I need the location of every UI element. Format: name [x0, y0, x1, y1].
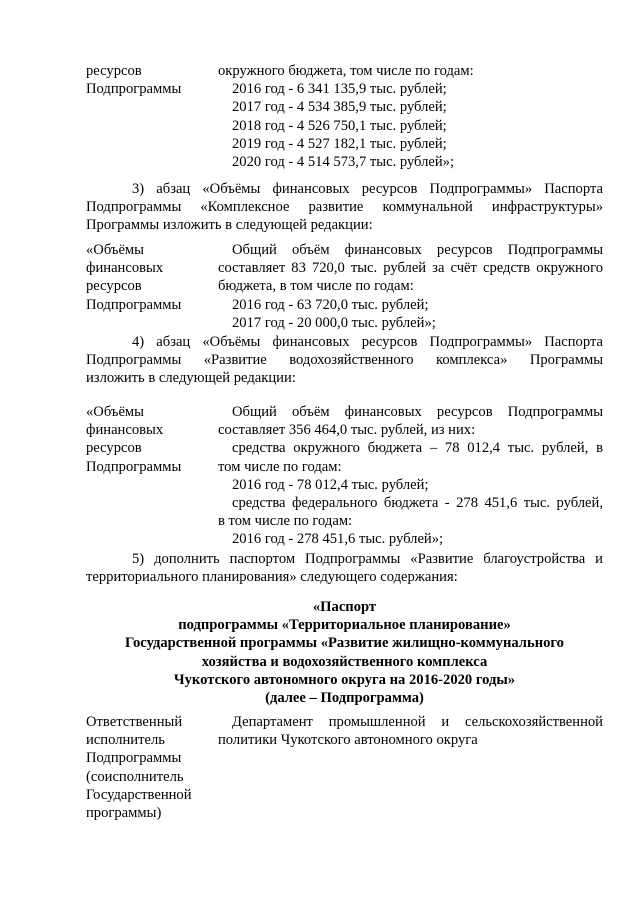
year-line: 2017 год - 20 000,0 тыс. рублей»;: [232, 314, 436, 331]
row-label: «Объёмы финансовых ресурсов Подпрограммы: [86, 404, 182, 475]
row-label: «Объёмы финансовых ресурсов Подпрограммы: [86, 242, 182, 313]
row-label: ресурсов Подпрограммы: [86, 63, 182, 98]
row-label: Ответственный исполнитель Подпрограммы (соисполнитель Государственной программы): [86, 714, 192, 822]
year-line: 2020 год - 4 514 573,7 тыс. рублей»;: [232, 154, 455, 171]
year-line: 2016 год - 78 012,4 тыс. рублей;: [232, 476, 429, 493]
financing-row-communal: [86, 241, 603, 332]
year-line: 2016 год - 6 341 135,9 тыс. рублей;: [232, 81, 447, 98]
financing-row-previous: [86, 62, 603, 171]
paragraph-item-3: 3) абзац «Объёмы финансовых ресурсов Подпрограммы» Паспорта Подпрограммы «Комплексное развитие коммунальной инфраструктуры» Программы изложить в следующей редакции:: [86, 181, 603, 234]
paragraph-item-4: 4) абзац «Объёмы финансовых ресурсов Подпрограммы» Паспорта Подпрограммы «Развитие водохозяйственного комплекса» Программы изложить в следующей редакции:: [86, 334, 603, 387]
row-value: окружного бюджета, том числе по годам: 2016 год - 6 341 135,9 тыс. рублей; 2017 год - 4 534 385,9 тыс. рублей; 2018 год - 4 526 750,1 тыс. рублей; 2019 год - 4 527 182,1 тыс. рублей; 2020 год - 4 514 573,7 тыс. рублей»;: [218, 62, 603, 171]
row-value: Департамент промышленной и сельскохозяйственной политики Чукотского автономного округа: [218, 714, 603, 749]
paragraph-item-5: 5) дополнить паспортом Подпрограммы «Развитие благоустройства и территориального планирования» следующего содержания:: [86, 551, 603, 586]
year-line: 2018 год - 4 526 750,1 тыс. рублей;: [232, 117, 447, 134]
row-value: Общий объём финансовых ресурсов Подпрограммы составляет 356 464,0 тыс. рублей, из них: средства окружного бюджета – 78 012,4 тыс. рублей, в том числе по годам: 2016 год - 78 012,4 тыс. рублей; средства федерального бюджета - 278 451,6 тыс. рублей, в том числе по годам: 2016 год - 278 451,6 тыс. рублей»;: [218, 404, 603, 548]
financing-row-water: [86, 403, 603, 549]
row-value: Общий объём финансовых ресурсов Подпрограммы составляет 83 720,0 тыс. рублей за счёт средств окружного бюджета, в том числе по годам: 2016 год - 63 720,0 тыс. рублей; 2017 год - 20 000,0 тыс. рублей»;: [218, 242, 603, 331]
year-line: 2016 год - 278 451,6 тыс. рублей»;: [232, 531, 444, 548]
year-line: 2019 год - 4 527 182,1 тыс. рублей;: [232, 135, 447, 152]
year-line: 2016 год - 63 720,0 тыс. рублей;: [232, 296, 429, 313]
responsible-executor-row: [86, 713, 603, 822]
passport-heading: «Паспорт подпрограммы «Территориальное планирование» Государственной программы «Развитие жилищно-коммунального хозяйства и водохозяйственного комплекса Чукотского автономного округа на 2016-2020 годы» (далее – Подпрограмма): [125, 599, 564, 707]
year-line: 2017 год - 4 534 385,9 тыс. рублей;: [232, 99, 447, 116]
